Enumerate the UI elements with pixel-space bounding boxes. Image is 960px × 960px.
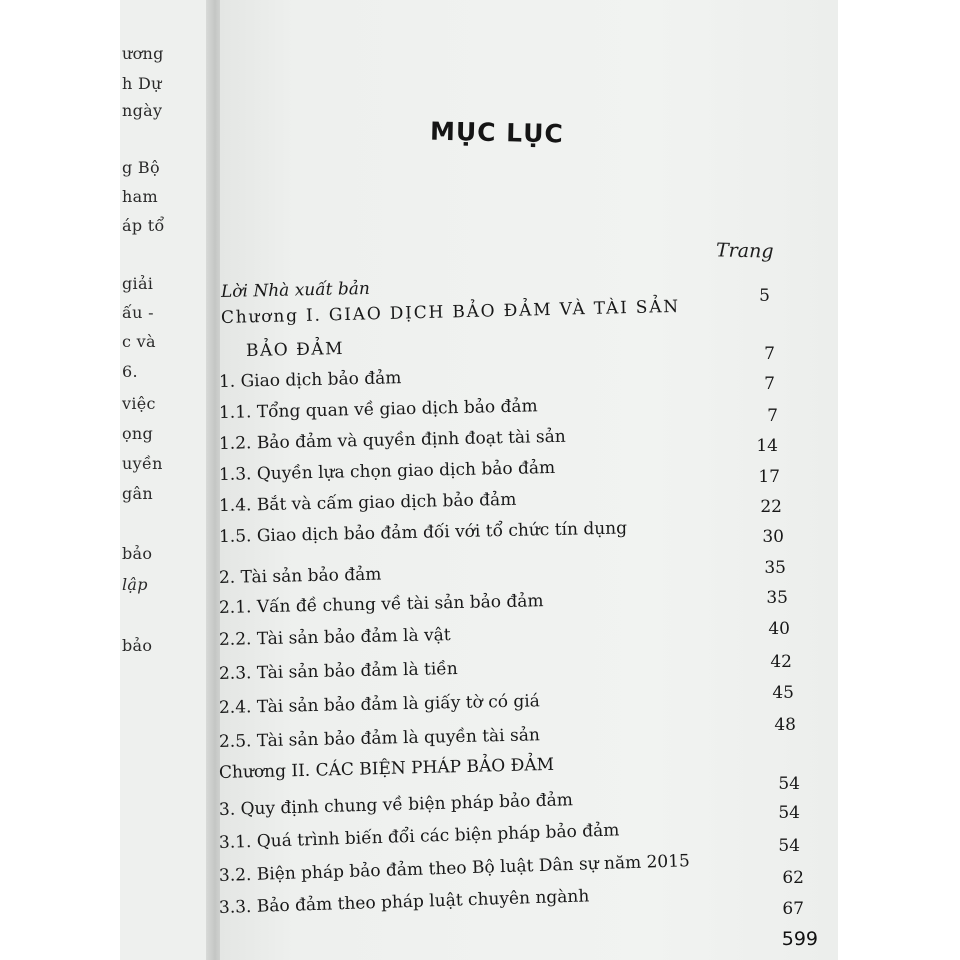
left-page-line: uyền bbox=[122, 454, 163, 473]
left-page-line: 6. bbox=[122, 362, 138, 381]
left-page-line: g Bộ bbox=[122, 158, 160, 177]
toc-entry-text: 2.4. Tài sản bảo đảm là giấy tờ có giá bbox=[218, 691, 541, 718]
toc-entry-text: 1. Giao dịch bảo đảm bbox=[218, 368, 402, 392]
toc-entry-page: 54 bbox=[778, 774, 800, 794]
toc-entry-text: 1.1. Tổng quan về giao dịch bảo đảm bbox=[218, 396, 538, 423]
left-page-line: ham bbox=[122, 187, 158, 206]
toc-entry-page: 17 bbox=[758, 467, 780, 487]
toc-entry-text: 1.3. Quyền lựa chọn giao dịch bảo đảm bbox=[218, 457, 556, 485]
left-page-line: giải bbox=[122, 274, 154, 293]
left-page-line: gân bbox=[122, 484, 153, 503]
toc-entry-page: 40 bbox=[768, 619, 790, 639]
toc-entry-text: 2.5. Tài sản bảo đảm là quyền tài sản bbox=[218, 725, 541, 752]
toc-entry-page: 30 bbox=[762, 527, 784, 547]
toc-entry-text: 1.2. Bảo đảm và quyền định đoạt tài sản bbox=[218, 426, 566, 454]
toc-entry-page: 7 bbox=[764, 374, 775, 394]
toc-entry-text: Chương I. GIAO DỊCH BẢO ĐẢM VÀ TÀI SẢN bbox=[220, 296, 681, 328]
left-page-line: bảo bbox=[122, 544, 153, 563]
toc-entry-page: 35 bbox=[764, 558, 786, 578]
left-page-line: áp tổ bbox=[122, 216, 165, 235]
toc-entry-text: 1.4. Bắt và cấm giao dịch bảo đảm bbox=[218, 489, 517, 516]
toc-entry-page: 45 bbox=[772, 683, 794, 703]
toc-entry-page: 35 bbox=[766, 588, 788, 608]
left-page-line: c và bbox=[122, 332, 156, 351]
toc-entry-text: 3.3. Bảo đảm theo pháp luật chuyên ngành bbox=[218, 886, 590, 918]
toc-entry-page: 42 bbox=[770, 652, 792, 672]
left-page-line: việc bbox=[122, 394, 156, 413]
toc-entry-text: 2.1. Vấn đề chung về tài sản bảo đảm bbox=[218, 591, 544, 618]
toc-entry-text: Chương II. CÁC BIỆN PHÁP BẢO ĐẢM bbox=[218, 754, 555, 783]
toc-entry-page: 62 bbox=[782, 868, 804, 888]
toc-entry-page: 14 bbox=[756, 436, 778, 456]
toc-entry-text: 2.3. Tài sản bảo đảm là tiền bbox=[218, 659, 458, 684]
page-number: 599 bbox=[781, 928, 818, 950]
toc-entry-text: Lời Nhà xuất bản bbox=[220, 278, 371, 302]
left-page bbox=[120, 0, 212, 960]
toc-entry-page: 7 bbox=[764, 344, 775, 364]
left-page-line: lập bbox=[122, 575, 148, 594]
toc-title: MỤC LỤC bbox=[429, 116, 565, 149]
toc-entry-page: 22 bbox=[760, 497, 782, 517]
toc-entry-text: 3.2. Biện pháp bảo đảm theo Bộ luật Dân sự năm 2015 bbox=[218, 851, 691, 886]
toc-entry-text: 3. Quy định chung về biện pháp bảo đảm bbox=[218, 790, 574, 820]
toc-entry-text: 3.1. Quá trình biến đổi các biện pháp bảo đảm bbox=[218, 820, 620, 853]
left-page-line: ương bbox=[122, 44, 164, 63]
left-page-line: ấu - bbox=[122, 303, 154, 322]
toc-entry-text: BẢO ĐẢM bbox=[245, 338, 345, 361]
toc-entry-page: 67 bbox=[782, 899, 804, 919]
left-page-line: ngày bbox=[122, 101, 163, 120]
left-page-line: ọng bbox=[122, 424, 154, 443]
left-page-line: bảo bbox=[122, 636, 153, 655]
toc-entry-page: 5 bbox=[759, 286, 770, 306]
page-column-header: Trang bbox=[715, 239, 774, 263]
left-page-line: h Dự bbox=[122, 74, 162, 93]
toc-entry-page: 48 bbox=[774, 715, 796, 735]
toc-entry-page: 7 bbox=[767, 406, 778, 426]
toc-entry-page: 54 bbox=[778, 803, 800, 823]
toc-entry-text: 2. Tài sản bảo đảm bbox=[218, 564, 382, 588]
toc-entry-text: 1.5. Giao dịch bảo đảm đối với tổ chức tín dụng bbox=[218, 518, 628, 547]
toc-entry-page: 54 bbox=[778, 836, 800, 856]
toc-entry-text: 2.2. Tài sản bảo đảm là vật bbox=[218, 625, 451, 650]
